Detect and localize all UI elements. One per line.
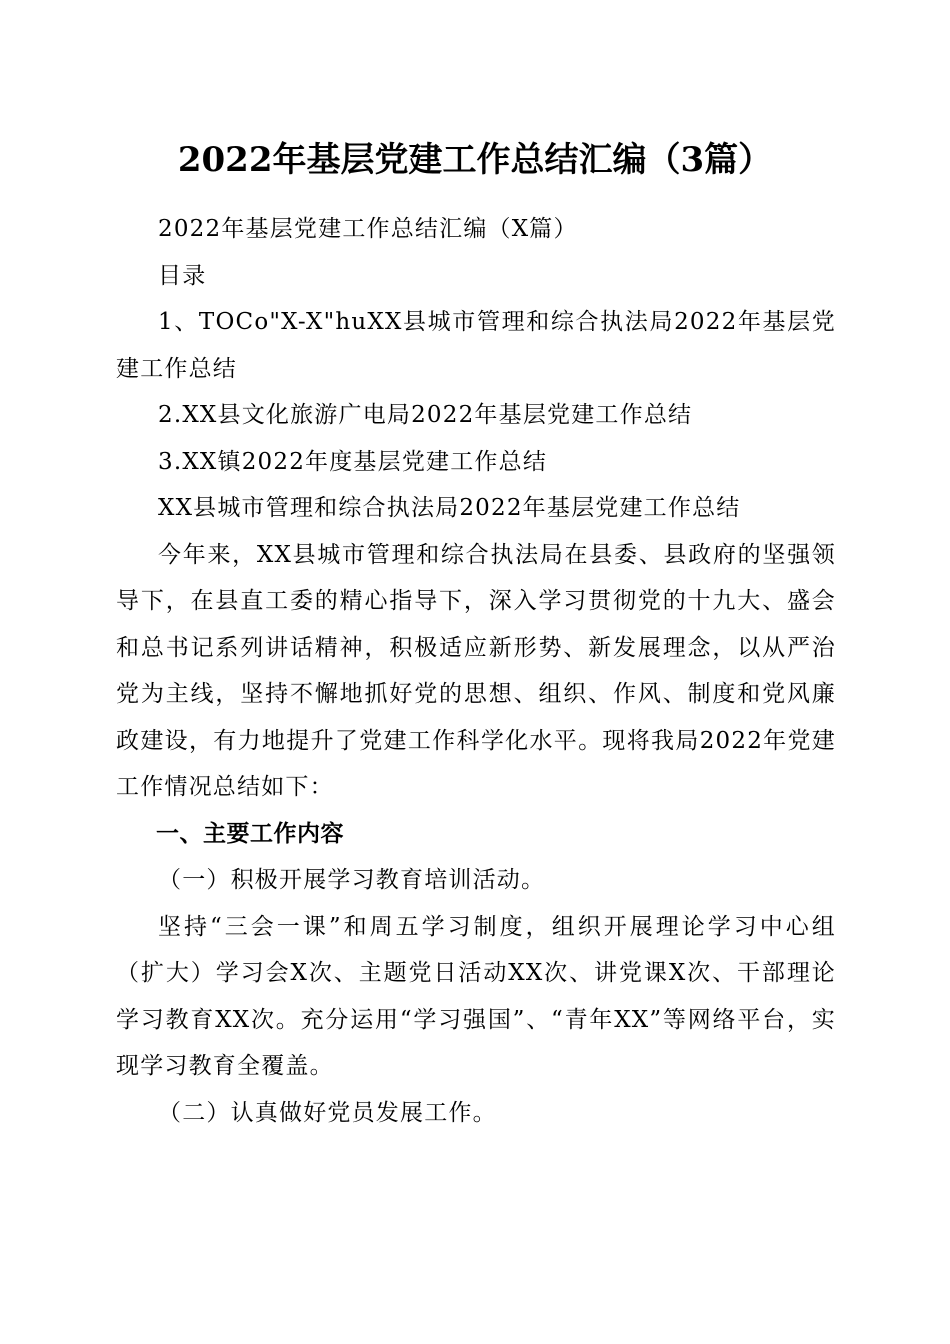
toc-label: 目录 (158, 262, 207, 289)
section-heading-main-work: 一、主要工作内容 (156, 820, 344, 847)
article-title: XX县城市管理和综合执法局2022年基层党建工作总结 (158, 495, 741, 521)
toc-item-2[interactable]: 2.XX县文化旅游广电局2022年基层党建工作总结 (158, 402, 693, 428)
study-education-paragraph: 坚持“三会一课”和周五学习制度，组织开展理论学习中心组（扩大）学习会X次、主题党日活动XX次、讲党课X次、干部理论学习教育XX次。充分运用“学习强国”、“青年XX”等网络平台，实现学习教育全覆盖。 (116, 913, 836, 1079)
document-body (116, 206, 836, 1136)
subsection-heading-study-education: （一）积极开展学习教育培训活动。 (158, 867, 546, 893)
toc-item-3[interactable]: 3.XX镇2022年度基层党建工作总结 (158, 448, 548, 475)
document-title: 2022年基层党建工作总结汇编（3篇） (177, 140, 773, 180)
compilation-subtitle: 2022年基层党建工作总结汇编（X篇） (158, 216, 578, 242)
intro-paragraph: 今年来，XX县城市管理和综合执法局在县委、县政府的坚强领导下，在县直工委的精心指导下，深入学习贯彻党的十九大、盛会和总书记系列讲话精神，积极适应新形势、新发展理念，以从严治党为主线，坚持不懈地抓好党的思想、组织、作风、制度和党风廉政建设，有力地提升了党建工作科学化水平。现将我局2022年党建工作情况总结如下： (116, 541, 836, 800)
toc-item-1[interactable]: 1、TOCo"X-X"huXX县城市管理和综合执法局2022年基层党建工作总结 (116, 309, 836, 382)
subsection-heading-member-development: （二）认真做好党员发展工作。 (158, 1099, 497, 1126)
